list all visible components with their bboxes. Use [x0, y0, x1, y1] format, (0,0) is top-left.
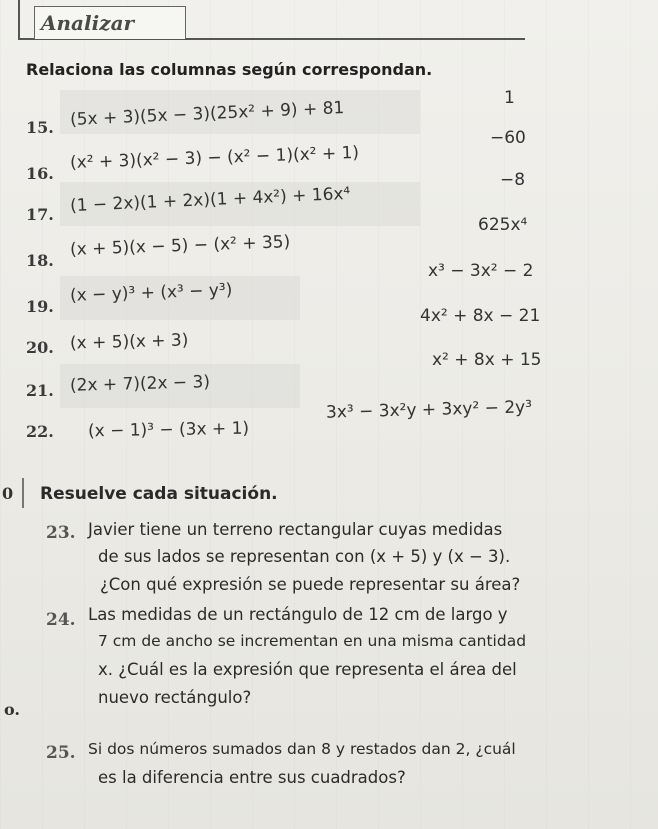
- problem-number: 21.: [26, 381, 54, 400]
- problem-number: 19.: [26, 297, 54, 316]
- answer-option: −8: [500, 170, 526, 190]
- problem-number: 22.: [26, 422, 54, 441]
- section-header-title: Analizar: [34, 6, 186, 39]
- problem-number: 24.: [46, 610, 76, 630]
- answer-option: 4x² + 8x − 21: [420, 306, 541, 326]
- problem-text-line: es la diferencia entre sus cuadrados?: [98, 768, 406, 787]
- answer-option: 1: [504, 88, 515, 108]
- answer-option: 625x⁴: [478, 215, 528, 235]
- answer-option: 3x³ − 3x²y + 3xy² − 2y³: [325, 397, 533, 423]
- expression: (5x + 3)(5x − 3)(25x² + 9) + 81: [69, 98, 345, 130]
- problem-text-line: Si dos números sumados dan 8 y restados dan 2, ¿cuál: [88, 740, 516, 758]
- problem-text-line: ¿Con qué expresión se puede representar su área?: [100, 575, 521, 594]
- problem-text-line: x. ¿Cuál es la expresión que representa el área del: [98, 660, 517, 679]
- problem-text-line: nuevo rectángulo?: [98, 688, 252, 707]
- problem-text-line: Las medidas de un rectángulo de 12 cm de largo y: [88, 605, 508, 624]
- expression: (x − 1)³ − (3x + 1): [87, 418, 250, 442]
- edge-mark: 0: [2, 484, 14, 503]
- expression: (x − y)³ + (x³ − y³): [69, 280, 233, 306]
- instruction-text: Relaciona las columnas según correspondan.: [26, 60, 433, 79]
- problem-text-line: 7 cm de ancho se incrementan en una misma cantidad: [98, 632, 527, 650]
- problem-text-line: Javier tiene un terreno rectangular cuyas medidas: [88, 520, 503, 539]
- expression: (x² + 3)(x² − 3) − (x² − 1)(x² + 1): [69, 142, 360, 174]
- problem-number: 23.: [46, 523, 76, 543]
- problem-number: 15.: [26, 118, 54, 137]
- section-header-frame: [18, 0, 525, 40]
- edge-mark: o.: [4, 700, 20, 719]
- expression: (x + 5)(x + 3): [69, 330, 189, 354]
- problem-number: 17.: [26, 205, 54, 224]
- problem-number: 18.: [26, 251, 54, 270]
- section-title: Resuelve cada situación.: [40, 484, 278, 504]
- expression: (x + 5)(x − 5) − (x² + 35): [69, 232, 291, 260]
- expression: (1 − 2x)(1 + 2x)(1 + 4x²) + 16x⁴: [69, 183, 351, 217]
- margin-rule: [22, 478, 24, 508]
- problem-number: 20.: [26, 338, 54, 357]
- answer-option: −60: [490, 128, 526, 148]
- problem-number: 25.: [46, 743, 76, 763]
- problem-number: 16.: [26, 164, 54, 183]
- answer-option: x² + 8x + 15: [432, 350, 542, 370]
- expression: (2x + 7)(2x − 3): [69, 372, 211, 396]
- answer-option: x³ − 3x² − 2: [428, 261, 534, 281]
- problem-text-line: de sus lados se representan con (x + 5) y (x − 3).: [98, 547, 511, 566]
